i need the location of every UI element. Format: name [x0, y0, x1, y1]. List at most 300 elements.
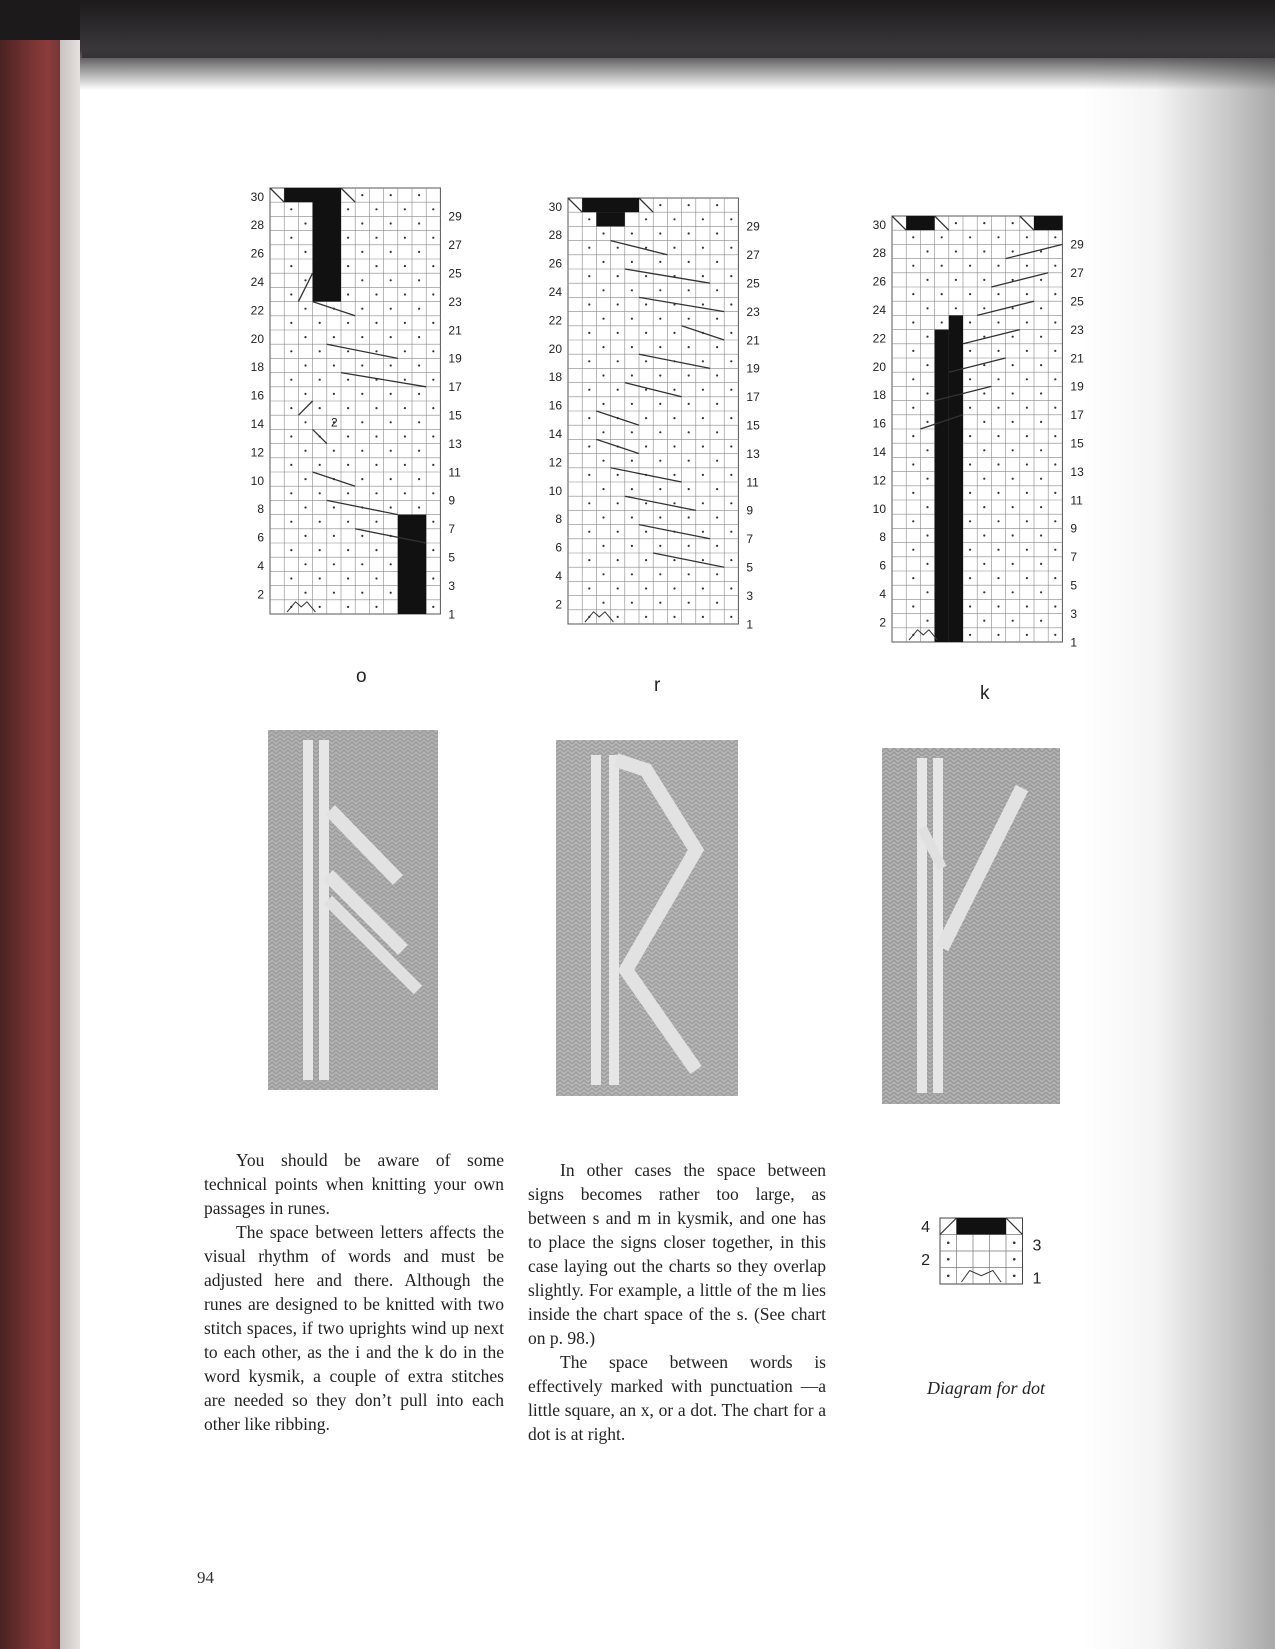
purl-dot [418, 364, 420, 366]
purl-dot [1040, 392, 1042, 394]
purl-dot [983, 307, 985, 309]
purl-dot [969, 293, 971, 295]
purl-dot [926, 307, 928, 309]
purl-dot [702, 559, 704, 561]
page-top-shadow [80, 0, 1275, 90]
purl-dot [290, 293, 292, 295]
row-label-right: 3 [746, 588, 754, 603]
row-label-left: 26 [250, 246, 264, 261]
upright-block [949, 315, 963, 642]
purl-dot [617, 616, 619, 618]
purl-dot [418, 393, 420, 395]
row-label-right: 5 [448, 550, 456, 565]
purl-dot [347, 237, 349, 239]
purl-dot [912, 549, 914, 551]
purl-dot [1054, 492, 1056, 494]
purl-dot [702, 360, 704, 362]
purl-dot [602, 602, 604, 604]
purl-dot [1012, 364, 1014, 366]
purl-dot [702, 303, 704, 305]
row-label-left: 30 [872, 217, 886, 232]
purl-dot [347, 293, 349, 295]
purl-dot [319, 407, 321, 409]
purl-dot [702, 587, 704, 589]
purl-dot [997, 407, 999, 409]
chart-k [862, 208, 1092, 663]
purl-dot [404, 379, 406, 381]
purl-dot [955, 222, 957, 224]
purl-dot [390, 222, 392, 224]
purl-dot [659, 488, 661, 490]
purl-dot [1040, 478, 1042, 480]
purl-dot [617, 474, 619, 476]
purl-dot [702, 218, 704, 220]
purl-dot [688, 403, 690, 405]
purl-dot [361, 336, 363, 338]
purl-dot [1040, 279, 1042, 281]
purl-dot [1054, 321, 1056, 323]
purl-dot [375, 407, 377, 409]
purl-dot [983, 478, 985, 480]
row-label-right: 29 [448, 209, 462, 224]
knit-rune-k-image [882, 748, 1060, 1104]
purl-dot [983, 421, 985, 423]
purl-dot [730, 389, 732, 391]
purl-dot [1054, 378, 1056, 380]
row-label-right: 9 [746, 503, 754, 518]
purl-dot [1054, 549, 1056, 551]
purl-dot [673, 587, 675, 589]
knit-rune-o-image [268, 730, 438, 1090]
purl-dot [1026, 378, 1028, 380]
purl-dot [361, 364, 363, 366]
purl-dot [333, 563, 335, 565]
purl-dot [659, 346, 661, 348]
dot-block [957, 1218, 1007, 1235]
purl-dot [730, 417, 732, 419]
row-label-right: 19 [1070, 379, 1084, 394]
purl-dot [1012, 336, 1014, 338]
purl-dot [688, 232, 690, 234]
dot-row-label-left: 4 [921, 1219, 930, 1236]
purl-dot [418, 478, 420, 480]
purl-dot [432, 577, 434, 579]
purl-dot [432, 435, 434, 437]
purl-dot [688, 261, 690, 263]
purl-dot [361, 592, 363, 594]
purl-dot [1040, 250, 1042, 252]
row-label-right: 19 [746, 361, 760, 376]
row-label-left: 14 [250, 416, 264, 431]
purl-dot [997, 350, 999, 352]
upright-block [582, 198, 639, 212]
purl-dot [1012, 478, 1014, 480]
purl-dot [983, 336, 985, 338]
purl-dot [983, 506, 985, 508]
purl-dot [588, 275, 590, 277]
purl-dot [969, 605, 971, 607]
purl-dot [955, 307, 957, 309]
row-label-right: 5 [1070, 578, 1078, 593]
row-label-right: 27 [746, 248, 760, 263]
purl-dot [659, 374, 661, 376]
purl-dot [375, 350, 377, 352]
purl-dot [688, 318, 690, 320]
upright-block [313, 188, 341, 302]
purl-dot [404, 492, 406, 494]
purl-dot [983, 279, 985, 281]
purl-dot [912, 321, 914, 323]
row-label-right: 25 [448, 266, 462, 281]
purl-dot [432, 322, 434, 324]
purl-dot [659, 318, 661, 320]
purl-dot [290, 237, 292, 239]
purl-dot [659, 204, 661, 206]
purl-dot [418, 506, 420, 508]
purl-dot [716, 403, 718, 405]
purl-dot [673, 389, 675, 391]
purl-dot [645, 360, 647, 362]
purl-dot [631, 545, 633, 547]
purl-dot [432, 350, 434, 352]
purl-dot [1012, 591, 1014, 593]
row-label-right: 13 [746, 446, 760, 461]
purl-dot [404, 435, 406, 437]
purl-dot [588, 474, 590, 476]
row-label-right: 9 [448, 493, 456, 508]
purl-dot [730, 531, 732, 533]
purl-dot [602, 318, 604, 320]
purl-dot [997, 463, 999, 465]
purl-dot [602, 516, 604, 518]
purl-dot [941, 236, 943, 238]
row-label-left: 14 [872, 444, 886, 459]
purl-dot [290, 265, 292, 267]
row-label-right: 17 [448, 380, 462, 395]
purl-dot [602, 573, 604, 575]
purl-dot [1054, 236, 1056, 238]
purl-dot [404, 350, 406, 352]
row-label-right: 27 [448, 238, 462, 253]
purl-dot [418, 450, 420, 452]
purl-dot [716, 346, 718, 348]
purl-dot [688, 289, 690, 291]
purl-dot [702, 502, 704, 504]
purl-dot [659, 431, 661, 433]
purl-dot [941, 293, 943, 295]
row-label-right: 11 [1070, 493, 1083, 508]
purl-dot [617, 247, 619, 249]
row-label-left: 22 [548, 313, 562, 328]
row-label-right: 13 [1070, 464, 1084, 479]
purl-dot [997, 378, 999, 380]
purl-dot [983, 534, 985, 536]
purl-dot [688, 573, 690, 575]
row-label-left: 10 [250, 473, 264, 488]
row-label-left: 16 [250, 388, 264, 403]
row-label-right: 23 [448, 294, 462, 309]
purl-dot [716, 602, 718, 604]
upright-block [906, 216, 934, 230]
purl-dot [588, 247, 590, 249]
row-label-right: 23 [746, 304, 760, 319]
purl-dot [997, 520, 999, 522]
purl-dot [290, 464, 292, 466]
purl-dot [304, 506, 306, 508]
purl-dot [645, 531, 647, 533]
purl-dot [969, 492, 971, 494]
purl-dot [730, 445, 732, 447]
purl-dot [926, 534, 928, 536]
purl-dot [659, 261, 661, 263]
purl-dot [969, 407, 971, 409]
purl-dot [926, 250, 928, 252]
purl-dot [319, 521, 321, 523]
row-label-left: 30 [548, 199, 562, 214]
purl-dot [1040, 563, 1042, 565]
purl-dot [347, 435, 349, 437]
purl-dot [673, 502, 675, 504]
purl-dot [997, 293, 999, 295]
purl-dot [432, 606, 434, 608]
paragraph: The space between words is effectively marked with punctuation —a little square, an x, or a dot. The chart for a dot is at right. [528, 1352, 826, 1444]
purl-dot [926, 620, 928, 622]
row-label-left: 10 [872, 501, 886, 516]
row-label-left: 2 [879, 615, 886, 630]
row-label-right: 19 [448, 351, 462, 366]
purl-dot [390, 393, 392, 395]
purl-dot [1054, 605, 1056, 607]
purl-dot [645, 275, 647, 277]
row-label-left: 24 [250, 274, 264, 289]
purl-dot [997, 549, 999, 551]
purl-dot [730, 616, 732, 618]
purl-dot [617, 559, 619, 561]
purl-dot [716, 204, 718, 206]
purl-dot [432, 492, 434, 494]
purl-dot [702, 445, 704, 447]
purl-dot [1013, 1241, 1016, 1244]
row-label-right: 7 [746, 532, 754, 547]
row-label-right: 11 [448, 465, 461, 480]
purl-dot [1054, 520, 1056, 522]
purl-dot [390, 421, 392, 423]
purl-dot [730, 247, 732, 249]
purl-dot [333, 393, 335, 395]
row-label-left: 18 [872, 388, 886, 403]
paragraph: In other cases the space between signs becomes rather too large, as between s and m in kysmik, and one has to place the signs closer together, in this case laying out the charts so they overlap slightly. For example, a little of the m lies inside the chart space of the s. (See chart on p. 98.) [528, 1160, 826, 1348]
purl-dot [375, 237, 377, 239]
purl-dot [432, 237, 434, 239]
purl-dot [1012, 534, 1014, 536]
purl-dot [588, 218, 590, 220]
purl-dot [947, 1258, 950, 1261]
purl-dot [1040, 591, 1042, 593]
purl-dot [290, 322, 292, 324]
purl-dot [319, 492, 321, 494]
purl-dot [912, 350, 914, 352]
purl-dot [688, 374, 690, 376]
upright-block [596, 212, 624, 226]
purl-dot [375, 577, 377, 579]
purl-dot [1026, 293, 1028, 295]
purl-dot [319, 350, 321, 352]
row-label-right: 25 [1070, 294, 1084, 309]
row-label-left: 8 [879, 530, 886, 545]
purl-dot [1054, 407, 1056, 409]
purl-dot [969, 321, 971, 323]
purl-dot [716, 431, 718, 433]
purl-dot [1026, 435, 1028, 437]
row-label-left: 2 [555, 597, 562, 612]
purl-dot [333, 592, 335, 594]
purl-dot [1040, 449, 1042, 451]
purl-dot [347, 464, 349, 466]
purl-dot [617, 360, 619, 362]
purl-dot [673, 559, 675, 561]
purl-dot [997, 577, 999, 579]
row-label-right: 5 [746, 560, 754, 575]
swatch-photo-r [556, 740, 738, 1096]
purl-dot [617, 389, 619, 391]
purl-dot [361, 194, 363, 196]
purl-dot [1026, 407, 1028, 409]
purl-dot [319, 549, 321, 551]
purl-dot [390, 279, 392, 281]
purl-dot [375, 521, 377, 523]
purl-dot [1026, 549, 1028, 551]
row-label-right: 17 [746, 390, 760, 405]
purl-dot [404, 407, 406, 409]
row-label-left: 24 [548, 284, 562, 299]
purl-dot [926, 563, 928, 565]
purl-dot [1026, 605, 1028, 607]
purl-dot [983, 620, 985, 622]
row-label-left: 8 [257, 502, 264, 517]
purl-dot [645, 332, 647, 334]
purl-dot [673, 474, 675, 476]
purl-dot [333, 364, 335, 366]
purl-dot [1026, 520, 1028, 522]
purl-dot [304, 222, 306, 224]
purl-dot [1013, 1274, 1016, 1277]
purl-dot [926, 591, 928, 593]
purl-dot [588, 417, 590, 419]
purl-dot [617, 332, 619, 334]
purl-dot [926, 449, 928, 451]
purl-dot [947, 1241, 950, 1244]
purl-dot [969, 634, 971, 636]
purl-dot [1054, 265, 1056, 267]
row-label-left: 12 [548, 455, 562, 470]
purl-dot [912, 378, 914, 380]
purl-dot [983, 222, 985, 224]
purl-dot [926, 478, 928, 480]
purl-dot [997, 492, 999, 494]
purl-dot [926, 421, 928, 423]
purl-dot [912, 605, 914, 607]
purl-dot [926, 506, 928, 508]
purl-dot [602, 460, 604, 462]
purl-dot [631, 346, 633, 348]
row-label-left: 24 [872, 302, 886, 317]
purl-dot [404, 237, 406, 239]
purl-dot [730, 559, 732, 561]
purl-dot [404, 208, 406, 210]
purl-dot [319, 322, 321, 324]
purl-dot [702, 389, 704, 391]
purl-dot [645, 559, 647, 561]
purl-dot [304, 535, 306, 537]
purl-dot [912, 463, 914, 465]
row-label-left: 28 [872, 246, 886, 261]
purl-dot [1040, 307, 1042, 309]
row-label-right: 21 [746, 333, 760, 348]
purl-dot [997, 435, 999, 437]
purl-dot [588, 389, 590, 391]
purl-dot [418, 421, 420, 423]
purl-dot [1040, 364, 1042, 366]
purl-dot [333, 336, 335, 338]
knit-rune-r-image [556, 740, 738, 1096]
purl-dot [390, 563, 392, 565]
row-label-left: 20 [548, 341, 562, 356]
swatch-photo-k [882, 748, 1060, 1104]
row-label-left: 8 [555, 512, 562, 527]
purl-dot [375, 208, 377, 210]
purl-dot [1012, 307, 1014, 309]
purl-dot [1026, 463, 1028, 465]
purl-dot [969, 378, 971, 380]
row-label-left: 18 [250, 360, 264, 375]
purl-dot [404, 293, 406, 295]
purl-dot [645, 218, 647, 220]
purl-dot [730, 303, 732, 305]
purl-dot [941, 321, 943, 323]
row-label-right: 9 [1070, 521, 1078, 536]
purl-dot [418, 308, 420, 310]
row-label-right: 7 [448, 522, 456, 537]
purl-dot [347, 350, 349, 352]
purl-dot [361, 478, 363, 480]
purl-dot [304, 592, 306, 594]
purl-dot [347, 577, 349, 579]
purl-dot [926, 392, 928, 394]
row-label-left: 10 [548, 483, 562, 498]
purl-dot [1054, 293, 1056, 295]
purl-dot [361, 563, 363, 565]
purl-dot [716, 545, 718, 547]
purl-dot [361, 450, 363, 452]
purl-dot [390, 592, 392, 594]
row-label-left: 2 [257, 587, 264, 602]
purl-dot [290, 407, 292, 409]
dot-chart [900, 1200, 1070, 1365]
purl-dot [969, 435, 971, 437]
upright-block [1034, 216, 1062, 230]
purl-dot [617, 587, 619, 589]
row-label-left: 20 [872, 359, 886, 374]
purl-dot [688, 460, 690, 462]
purl-dot [941, 265, 943, 267]
purl-dot [631, 232, 633, 234]
row-label-left: 28 [548, 228, 562, 243]
purl-dot [375, 492, 377, 494]
purl-dot [969, 520, 971, 522]
purl-dot [702, 474, 704, 476]
purl-dot [290, 521, 292, 523]
row-label-left: 20 [250, 331, 264, 346]
